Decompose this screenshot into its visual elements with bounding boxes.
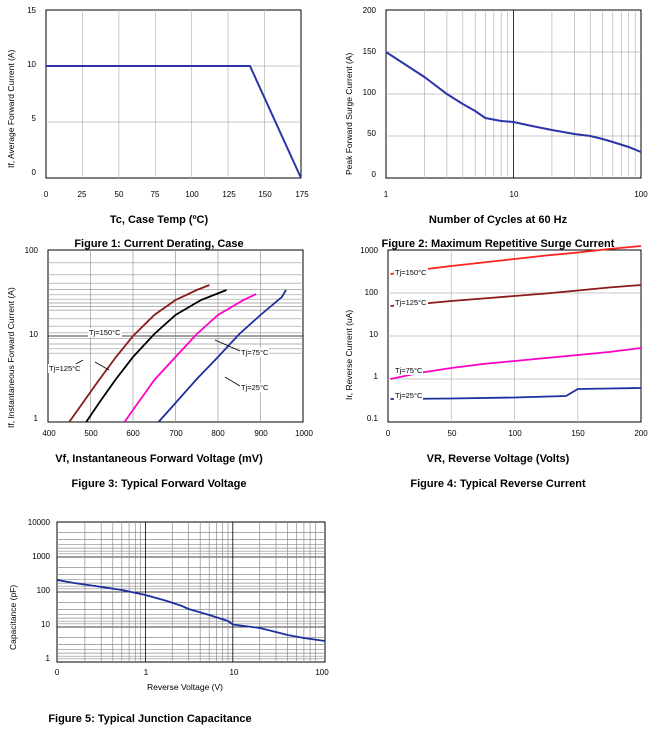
figure-5-plot bbox=[0, 500, 340, 705]
figure-4-annotation: Tj=125°C bbox=[395, 298, 427, 307]
figure-3-y-tick: 100 bbox=[24, 246, 38, 255]
figure-5-canvas bbox=[52, 516, 334, 706]
figure-3-title: Figure 3: Typical Forward Voltage bbox=[71, 478, 247, 490]
figure-5-y-tick: 100 bbox=[36, 586, 50, 595]
figure-3-x-tick: 1000 bbox=[295, 429, 313, 438]
figure-1-x-tick: 125 bbox=[222, 190, 236, 199]
figure-4-annotation: Tj=25°C bbox=[395, 391, 423, 400]
figure-3-x-tick: 900 bbox=[254, 429, 268, 438]
figure-1-y-tick: 0 bbox=[31, 168, 36, 177]
figure-3-plot bbox=[0, 240, 318, 445]
figure-2-y-tick: 0 bbox=[371, 170, 376, 179]
figure-3-annotation: Tj=25°C bbox=[241, 383, 269, 392]
figure-2-y-tick: 100 bbox=[362, 88, 376, 97]
figure-4-caption: VR, Reverse Voltage (Volts) bbox=[426, 453, 570, 465]
figure-5-x-tick: 1 bbox=[143, 668, 149, 677]
figure-3-x-tick: 700 bbox=[169, 429, 183, 438]
figure-5-y-axis-title: Capacitance (pF) bbox=[8, 584, 18, 650]
figure-2-y-tick: 200 bbox=[362, 6, 376, 15]
figure-4-annotation: Tj=150°C bbox=[395, 268, 427, 277]
figure-4-y-tick: 100 bbox=[364, 288, 378, 297]
figure-2-caption: Number of Cycles at 60 Hz bbox=[428, 214, 568, 226]
figure-3-annotation: Tj=125°C bbox=[49, 364, 81, 373]
figure-4-y-axis-title: Ir, Reverse Current (uA) bbox=[344, 309, 354, 400]
figure-2-y-axis-title: Peak Forward Surge Current (A) bbox=[344, 52, 354, 175]
figure-2-canvas bbox=[381, 4, 653, 189]
figure-3-caption: Vf, Instantaneous Forward Voltage (mV) bbox=[55, 453, 263, 465]
figure-4-x-tick: 150 bbox=[571, 429, 585, 438]
figure-3-canvas bbox=[43, 244, 315, 434]
figure-4 bbox=[338, 240, 658, 490]
figure-3 bbox=[0, 240, 318, 490]
figure-4-y-tick: 0.1 bbox=[366, 414, 378, 423]
figure-5-title: Figure 5: Typical Junction Capacitance bbox=[48, 713, 252, 725]
figure-1-x-tick: 50 bbox=[114, 190, 124, 199]
figure-4-plot bbox=[338, 240, 658, 445]
figure-2-x-tick: 10 bbox=[509, 190, 519, 199]
figure-1-x-tick: 25 bbox=[77, 190, 87, 199]
figure-4-y-tick: 1000 bbox=[360, 246, 378, 255]
figure-1-x-tick: 150 bbox=[258, 190, 272, 199]
figure-5 bbox=[0, 500, 340, 725]
figure-2-plot bbox=[338, 0, 658, 205]
figure-1-y-axis-title: If, Average Forward Current (A) bbox=[6, 49, 16, 168]
figure-2-x-tick: 100 bbox=[634, 190, 648, 199]
figure-3-x-tick: 400 bbox=[42, 429, 56, 438]
figure-5-y-tick: 10000 bbox=[27, 518, 50, 527]
figure-4-title: Figure 4: Typical Reverse Current bbox=[410, 478, 586, 490]
figure-3-x-tick: 600 bbox=[126, 429, 140, 438]
figure-4-y-tick: 1 bbox=[373, 372, 378, 381]
figure-3-annotation: Tj=150°C bbox=[89, 328, 121, 337]
figure-3-annotation: Tj=75°C bbox=[241, 348, 269, 357]
figure-5-y-tick: 10 bbox=[41, 620, 50, 629]
figure-5-y-tick: 1000 bbox=[32, 552, 50, 561]
figure-3-x-tick: 800 bbox=[211, 429, 225, 438]
figure-3-x-tick: 500 bbox=[84, 429, 98, 438]
figure-1-y-tick: 5 bbox=[31, 114, 36, 123]
figure-5-y-tick: 1 bbox=[45, 654, 50, 663]
figure-1-y-tick: 10 bbox=[27, 60, 36, 69]
figure-1-title: Figure 1: Current Derating, Case bbox=[74, 238, 244, 250]
figure-4-x-tick: 0 bbox=[385, 429, 391, 438]
figure-1-caption: Tc, Case Temp (ºC) bbox=[109, 214, 209, 226]
figure-2-y-tick: 50 bbox=[367, 129, 376, 138]
figure-5-x-axis-title: Reverse Voltage (V) bbox=[146, 682, 224, 692]
figure-5-x-tick: 10 bbox=[229, 668, 239, 677]
figure-1-y-tick: 15 bbox=[27, 6, 36, 15]
figure-3-y-axis-title: If, Instantaneous Forward Current (A) bbox=[6, 287, 16, 428]
figure-4-x-tick: 50 bbox=[447, 429, 457, 438]
figure-3-y-tick: 1 bbox=[33, 414, 38, 423]
figure-1-x-tick: 0 bbox=[43, 190, 49, 199]
figure-5-x-tick: 100 bbox=[315, 668, 329, 677]
figure-1 bbox=[0, 0, 318, 250]
figure-1-plot bbox=[0, 0, 318, 205]
figure-4-annotation: Tj=75°C bbox=[395, 366, 423, 375]
figure-2-title: Figure 2: Maximum Repetitive Surge Current bbox=[381, 238, 615, 250]
figure-1-x-tick: 75 bbox=[150, 190, 160, 199]
figure-4-y-tick: 10 bbox=[369, 330, 378, 339]
figure-4-x-tick: 200 bbox=[634, 429, 648, 438]
figure-2-y-tick: 150 bbox=[362, 47, 376, 56]
figure-3-y-tick: 10 bbox=[29, 330, 38, 339]
figure-1-x-tick: 100 bbox=[185, 190, 199, 199]
figure-1-canvas bbox=[41, 4, 311, 189]
figure-1-x-tick: 175 bbox=[295, 190, 309, 199]
figure-2-x-tick: 1 bbox=[383, 190, 389, 199]
figure-5-x-tick: 0 bbox=[54, 668, 60, 677]
figure-4-x-tick: 100 bbox=[508, 429, 522, 438]
figure-2 bbox=[338, 0, 658, 250]
